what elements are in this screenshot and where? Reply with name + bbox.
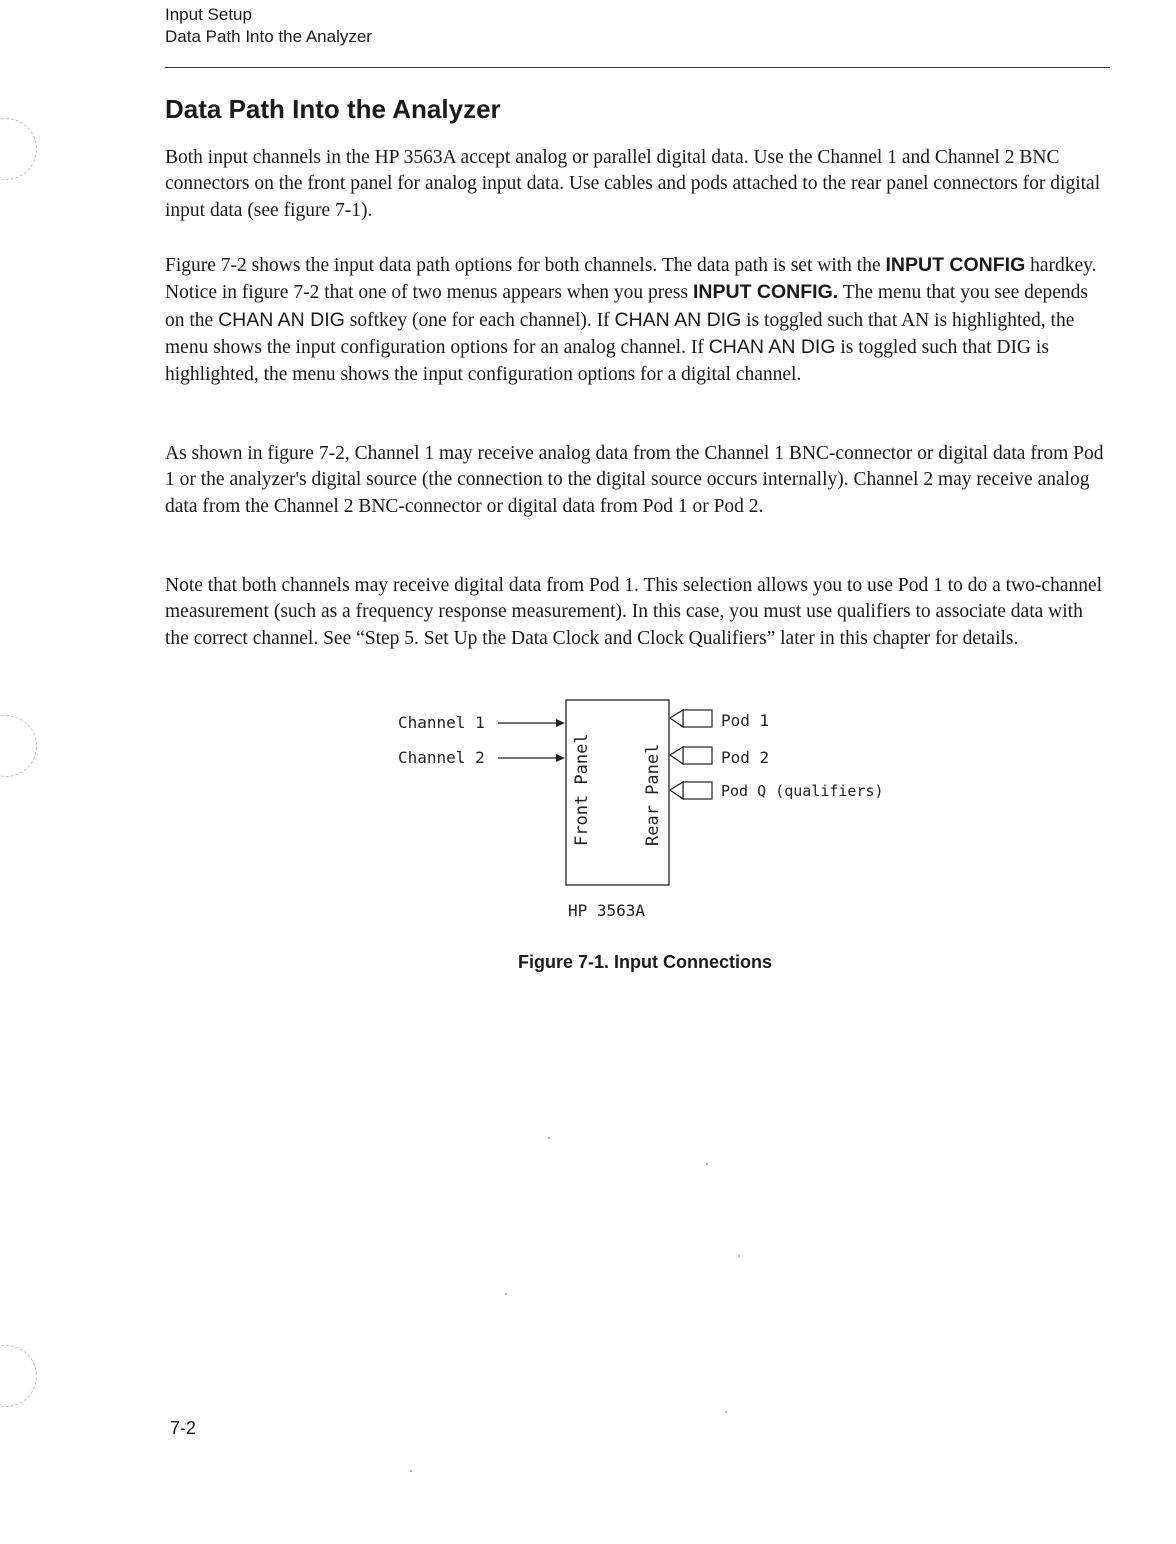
paragraph-3-text: As shown in figure 7-2, Channel 1 may receive analog data from the Channel 1 BNC-connector or digital data from Pod 1 or the analyzer's digital source (the connection to the digital source occurs internally). Channel 2 may receive analog data from the Channel 2 BNC-connector or digital data from Pod 1 or Pod 2.: [165, 443, 1104, 517]
front-panel-label: Front Panel: [572, 733, 592, 846]
input-config-key: INPUT CONFIG: [885, 254, 1026, 276]
speck: [410, 1470, 412, 1472]
channel-1-label: Channel 1: [398, 713, 485, 732]
paragraph-1: [165, 145, 1105, 224]
pod-1-label: Pod 1: [721, 711, 770, 730]
chan-an-dig-softkey-3: CHAN AN DIG: [708, 336, 836, 359]
paragraph-3: [165, 441, 1105, 520]
rear-panel-label: Rear Panel: [643, 743, 663, 846]
header-rule: [165, 67, 1110, 68]
p2-text-e: The menu that you see depends on the: [165, 282, 1088, 331]
input-connections-diagram: [0, 690, 1176, 950]
binder-hole-bottom: [0, 1345, 37, 1407]
running-header: [165, 4, 372, 48]
channel-2-label: Channel 2: [398, 748, 485, 767]
instrument-label: HP 3563A: [568, 901, 646, 920]
speck: [706, 1163, 708, 1165]
p2-text-k: is highlighted, the menu shows the input configuration options for an analog channel. If: [165, 309, 1075, 359]
paragraph-2: [165, 252, 1105, 388]
pod-q-label: Pod Q (qualifiers): [721, 782, 884, 800]
an-label: AN: [901, 309, 930, 331]
p2-text-a: Figure 7-2 shows the input data path options for both channels. The data path is set with the: [165, 255, 886, 276]
pod-2-connector: [670, 747, 712, 764]
binder-hole-top: [0, 118, 37, 180]
dig-label: DIG: [996, 337, 1032, 359]
paragraph-4: [165, 573, 1105, 652]
chan-an-dig-softkey-2: CHAN AN DIG: [614, 308, 742, 331]
p2-text-o: is highlighted, the menu shows the input configuration options for a digital channel.: [165, 337, 1049, 385]
paragraph-4-text: Note that both channels may receive digital data from Pod 1. This selection allows you to use Pod 1 to do a two-channel measurement (such as a frequency response measurement). In this case, you must use qualifiers to associate data with the correct channel. See “Step 5. Set Up the Data Clock and Clock Qualifiers” later in this chapter for details.: [165, 575, 1103, 649]
pod-1-connector: [670, 710, 712, 727]
channel-1-arrowhead: [556, 719, 565, 727]
pod-q-connector: [670, 782, 712, 799]
p2-text-c: hardkey. Notice in figure 7-2 that one of two menus appears when you press: [165, 255, 1097, 304]
paragraph-2-text: [165, 252, 1105, 388]
input-config-key-2: INPUT CONFIG.: [693, 281, 839, 304]
paragraph-1-text: Both input channels in the HP 3563A accept analog or parallel digital data. Use the Channel 1 and Channel 2 BNC connectors on the front panel for analog input data. Use cables and pods attached to the rear panel connectors for digital input data (see figure 7-1).: [165, 147, 1101, 221]
pod-2-label: Pod 2: [721, 748, 770, 767]
chan-an-dig-softkey: CHAN AN DIG: [218, 308, 345, 331]
channel-2-arrowhead: [556, 754, 565, 762]
speck: [505, 1293, 507, 1295]
header-subsection: Data Path Into the Analyzer: [165, 27, 372, 46]
speck: [548, 1137, 550, 1139]
p2-text-m: is toggled such that: [835, 337, 997, 359]
section-title: Data Path Into the Analyzer: [165, 94, 501, 124]
page-number: 7-2: [170, 1418, 197, 1438]
speck: [725, 1411, 727, 1413]
p2-text-g: softkey (one for each channel). If: [344, 309, 615, 331]
speck: [738, 1255, 740, 1257]
figure-caption: Figure 7-1. Input Connections: [517, 952, 772, 972]
p2-text-i: is toggled such that: [741, 309, 902, 331]
header-section: Input Setup: [165, 5, 252, 24]
